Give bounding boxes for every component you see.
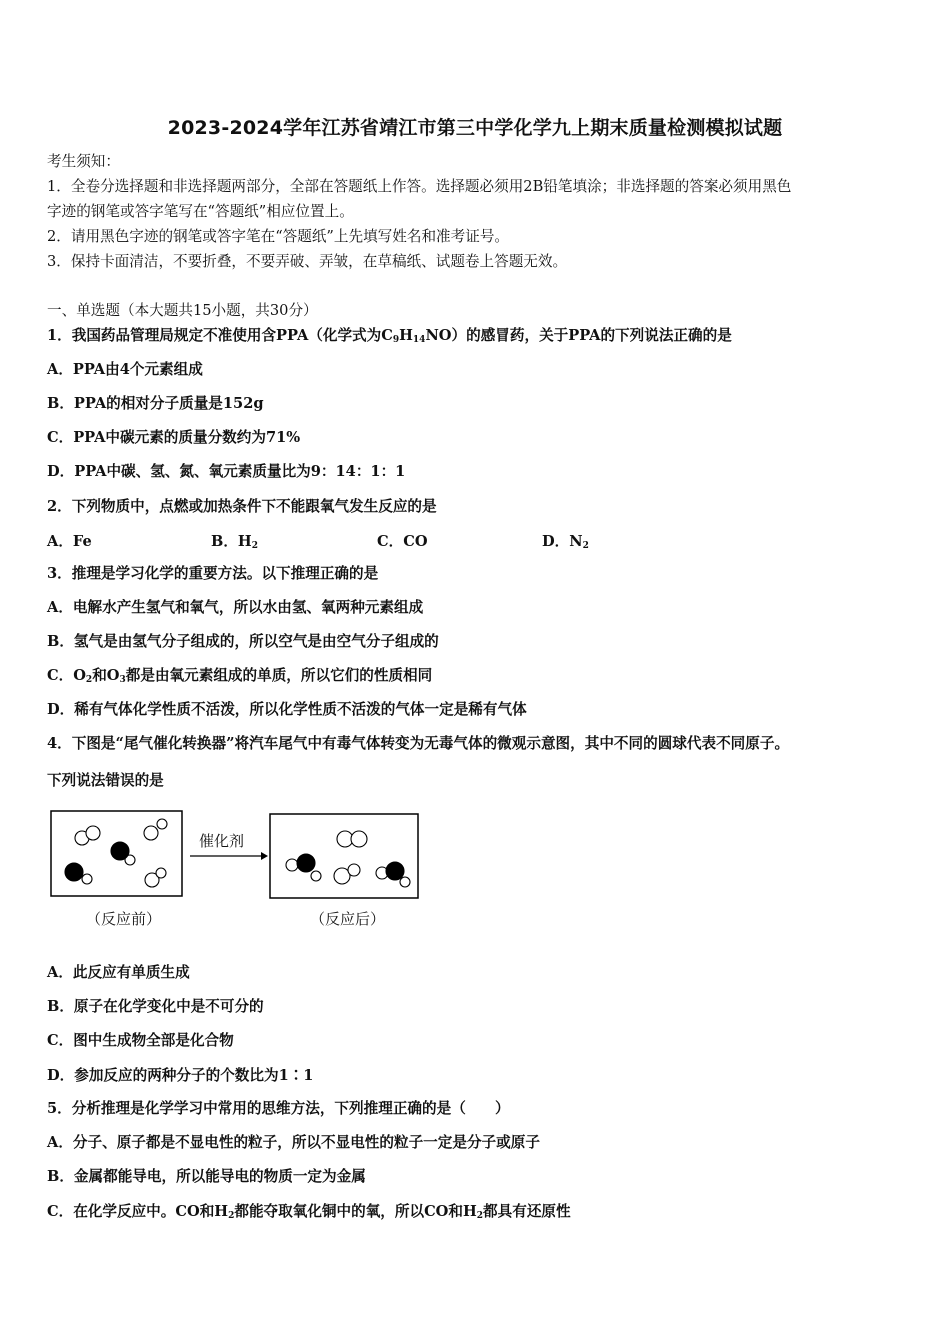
atom-black: [111, 842, 129, 860]
question-1-option-d: D．PPA中碳、氢、氮、氧元素质量比为9：14：1：1: [47, 463, 406, 480]
reaction-diagram-svg: [48, 808, 428, 933]
question-5-stem: 5．分析推理是化学学习中常用的思维方法，下列推理正确的是（ ）: [47, 1100, 510, 1117]
atom-black: [386, 862, 404, 880]
question-5-option-b: B．金属都能导电，所以能导电的物质一定为金属: [47, 1168, 366, 1185]
question-2-option-a: A．Fe: [47, 533, 92, 550]
notice-item-1: 1．全卷分选择题和非选择题两部分，全部在答题纸上作答。选择题必须用2B铅笔填涂；非选择题的答案必须用黑色: [47, 178, 792, 195]
notice-item-3: 3．保持卡面清洁，不要折叠，不要弄破、弄皱，在草稿纸、试题卷上答题无效。: [47, 253, 568, 270]
question-1-option-a: A．PPA由4个元素组成: [47, 361, 203, 378]
after-label: （反应后）: [310, 910, 386, 928]
question-2-option-b: B．$H_2$: [211, 533, 258, 551]
question-4-option-d: D．参加反应的两种分子的个数比为1∶1: [47, 1067, 314, 1084]
question-1-option-b: B．PPA的相对分子质量是152g: [47, 395, 264, 412]
question-1-stem: 1．我国药品管理局规定不准使用含PPA（化学式为$C_9H_{14}NO$）的感冒药，关于PPA的下列说法正确的是: [47, 327, 732, 345]
question-4-stem: 4．下图是“尾气催化转换器”将汽车尾气中有毒气体转变为无毒气体的微观示意图，其中不同的圆球代表不同原子。: [47, 735, 790, 752]
question-5-option-c: C．在化学反应中。CO和$H_2$都能夺取氧化铜中的氧，所以CO和$H_2$都具有还原性: [47, 1203, 571, 1221]
atom-white: [286, 859, 298, 871]
before-label: （反应前）: [86, 910, 162, 928]
question-3-option-d: D．稀有气体化学性质不活泼，所以化学性质不活泼的气体一定是稀有气体: [47, 701, 527, 718]
question-4-option-b: B．原子在化学变化中是不可分的: [47, 998, 264, 1015]
atom-white: [311, 871, 321, 881]
question-3-option-c: C．$O_2$和$O_3$都是由氧元素组成的单质，所以它们的性质相同: [47, 667, 433, 685]
question-5-option-a: A．分子、原子都是不显电性的粒子，所以不显电性的粒子一定是分子或原子: [47, 1134, 540, 1151]
question-4-option-a: A．此反应有单质生成: [47, 964, 190, 981]
atom-white: [157, 819, 167, 829]
atom-white: [86, 826, 100, 840]
question-3-stem: 3．推理是学习化学的重要方法。以下推理正确的是: [47, 565, 379, 582]
question-3-option-a: A．电解水产生氢气和氧气，所以水由氢、氧两种元素组成: [47, 599, 424, 616]
atom-black: [65, 863, 83, 881]
atom-white: [348, 864, 360, 876]
question-1-option-c: C．PPA中碳元素的质量分数约为71%: [47, 429, 301, 446]
question-4-stem-cont: 下列说法错误的是: [47, 772, 164, 789]
atom-white: [144, 826, 158, 840]
question-4-option-c: C．图中生成物全部是化合物: [47, 1032, 234, 1049]
notice-item-2: 2．请用黑色字迹的钢笔或答字笔在“答题纸”上先填写姓名和准考证号。: [47, 228, 510, 245]
question-2-option-d: D．$N_2$: [542, 533, 589, 551]
question-2-stem: 2．下列物质中，点燃或加热条件下不能跟氧气发生反应的是: [47, 498, 437, 515]
catalyst-label: 催化剂: [199, 832, 245, 850]
notice-heading: 考生须知：: [47, 153, 120, 170]
arrow-head: [261, 852, 268, 860]
atom-white: [400, 877, 410, 887]
reaction-diagram: [48, 808, 428, 937]
question-3-option-b: B．氢气是由氢气分子组成的，所以空气是由空气分子组成的: [47, 633, 439, 650]
atom-white: [82, 874, 92, 884]
notice-item-1-cont: 字迹的钢笔或答字笔写在“答题纸”相应位置上。: [47, 203, 354, 220]
section-heading: 一、单选题（本大题共15小题，共30分）: [47, 302, 318, 319]
question-2-option-c: C．CO: [377, 533, 428, 550]
page-title: 2023-2024学年江苏省靖江市第三中学化学九上期末质量检测模拟试题: [167, 117, 783, 139]
atom-white: [156, 868, 166, 878]
atom-white: [351, 831, 367, 847]
atom-black: [297, 854, 315, 872]
after-box: [270, 814, 418, 898]
